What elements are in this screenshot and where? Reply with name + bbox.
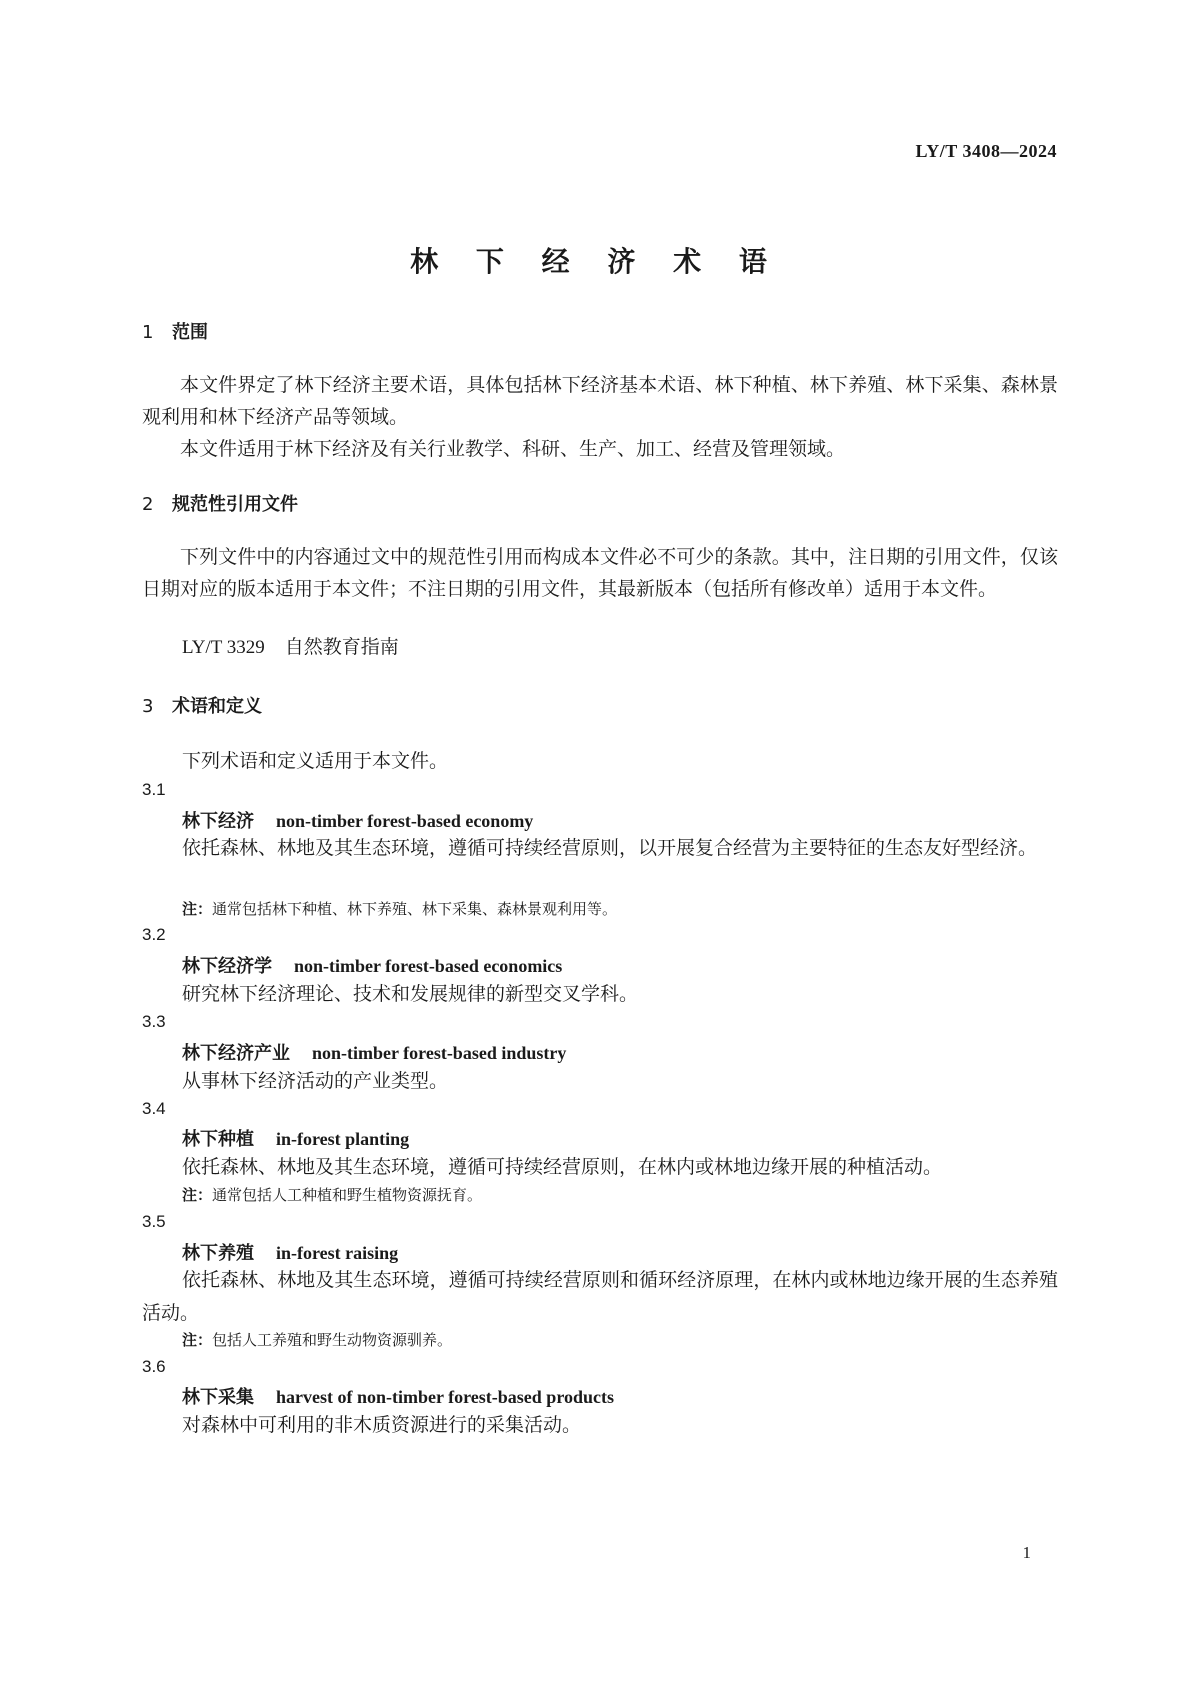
term-definition: [142, 1409, 1058, 1442]
term-en: non-timber forest-based economy: [276, 811, 534, 831]
definition-text: 从事林下经济活动的产业类型。: [182, 1070, 449, 1092]
definition-text: 研究林下经济理论、技术和发展规律的新型交叉学科。: [182, 983, 639, 1005]
term-zh: 林下经济产业: [182, 1043, 290, 1064]
term-number: 3.4: [142, 1099, 166, 1118]
term-en: in-forest raising: [276, 1243, 399, 1263]
note-text: 包括人工养殖和野生动物资源驯养。: [212, 1331, 453, 1349]
term-heading: [182, 1383, 614, 1409]
term-note: [182, 1329, 452, 1350]
section-number: 2: [142, 494, 154, 515]
note-label: 注：: [182, 1331, 213, 1349]
term-number: 3.2: [142, 925, 166, 944]
term-en: non-timber forest-based economics: [294, 956, 563, 976]
term-definition: [142, 1264, 1058, 1330]
reference-code: LY/T 3329: [182, 637, 265, 658]
term-number: 3.3: [142, 1012, 166, 1031]
paragraph: 本文件适用于林下经济及有关行业教学、科研、生产、加工、经营及管理领域。: [180, 438, 846, 460]
page-number: 1: [1022, 1543, 1031, 1562]
term-note: [182, 898, 617, 919]
term-heading: [182, 952, 562, 978]
term-en: harvest of non-timber forest-based products: [276, 1387, 614, 1407]
section-heading-terms: [142, 692, 262, 718]
document-title: 林 下 经 济 术 语: [410, 245, 781, 278]
term-en: in-forest planting: [276, 1129, 410, 1149]
normative-text: [142, 541, 1058, 605]
section-title: 范围: [172, 322, 208, 343]
standard-code: LY/T 3408—2024: [915, 141, 1057, 161]
term-heading: [182, 1125, 409, 1151]
term-number: 3.5: [142, 1212, 166, 1231]
normative-reference: [182, 632, 399, 659]
section-heading-normative: [142, 490, 298, 516]
term-zh: 林下种植: [182, 1129, 254, 1150]
terms-intro: 下列术语和定义适用于本文件。: [182, 750, 449, 772]
term-definition: [142, 978, 1058, 1011]
term-zh: 林下采集: [182, 1387, 254, 1408]
definition-text: 依托森林、林地及其生态环境，遵循可持续经营原则，在林内或林地边缘开展的种植活动。: [182, 1156, 943, 1178]
scope-text: [142, 369, 1058, 465]
term-note: [182, 1184, 482, 1205]
note-text: 通常包括人工种植和野生植物资源抚育。: [212, 1186, 483, 1204]
term-definition: [142, 832, 1058, 865]
reference-title: 自然教育指南: [284, 636, 399, 658]
definition-text: 依托森林、林地及其生态环境，遵循可持续经营原则，以开展复合经营为主要特征的生态友好型经济。: [182, 837, 1038, 859]
section-title: 规范性引用文件: [172, 494, 298, 515]
note-text: 通常包括林下种植、林下养殖、林下采集、森林景观利用等。: [212, 900, 618, 918]
definition-text: 依托森林、林地及其生态环境，遵循可持续经营原则和循环经济原理，在林内或林地边缘开展的生态养殖活动。: [142, 1269, 1058, 1324]
term-definition: [142, 1065, 1058, 1098]
note-label: 注：: [182, 900, 213, 918]
term-zh: 林下养殖: [182, 1243, 254, 1264]
term-zh: 林下经济学: [182, 956, 272, 977]
term-zh: 林下经济: [182, 811, 254, 832]
paragraph: 本文件界定了林下经济主要术语，具体包括林下经济基本术语、林下种植、林下养殖、林下采集、森林景观利用和林下经济产品等领域。: [142, 374, 1058, 428]
term-heading: [182, 1039, 566, 1065]
term-heading: [182, 1239, 398, 1265]
note-label: 注：: [182, 1186, 213, 1204]
section-number: 1: [142, 322, 154, 343]
section-heading-scope: [142, 318, 208, 344]
term-number: 3.6: [142, 1357, 166, 1376]
term-number: 3.1: [142, 780, 166, 799]
term-en: non-timber forest-based industry: [312, 1043, 567, 1063]
term-heading: [182, 807, 533, 833]
section-title: 术语和定义: [172, 696, 262, 717]
term-definition: [142, 1151, 1058, 1184]
paragraph: 下列文件中的内容通过文中的规范性引用而构成本文件必不可少的条款。其中，注日期的引用文件，仅该日期对应的版本适用于本文件；不注日期的引用文件，其最新版本（包括所有修改单）适用于本文件。: [142, 546, 1058, 600]
section-number: 3: [142, 696, 154, 717]
definition-text: 对森林中可利用的非木质资源进行的采集活动。: [182, 1414, 582, 1436]
